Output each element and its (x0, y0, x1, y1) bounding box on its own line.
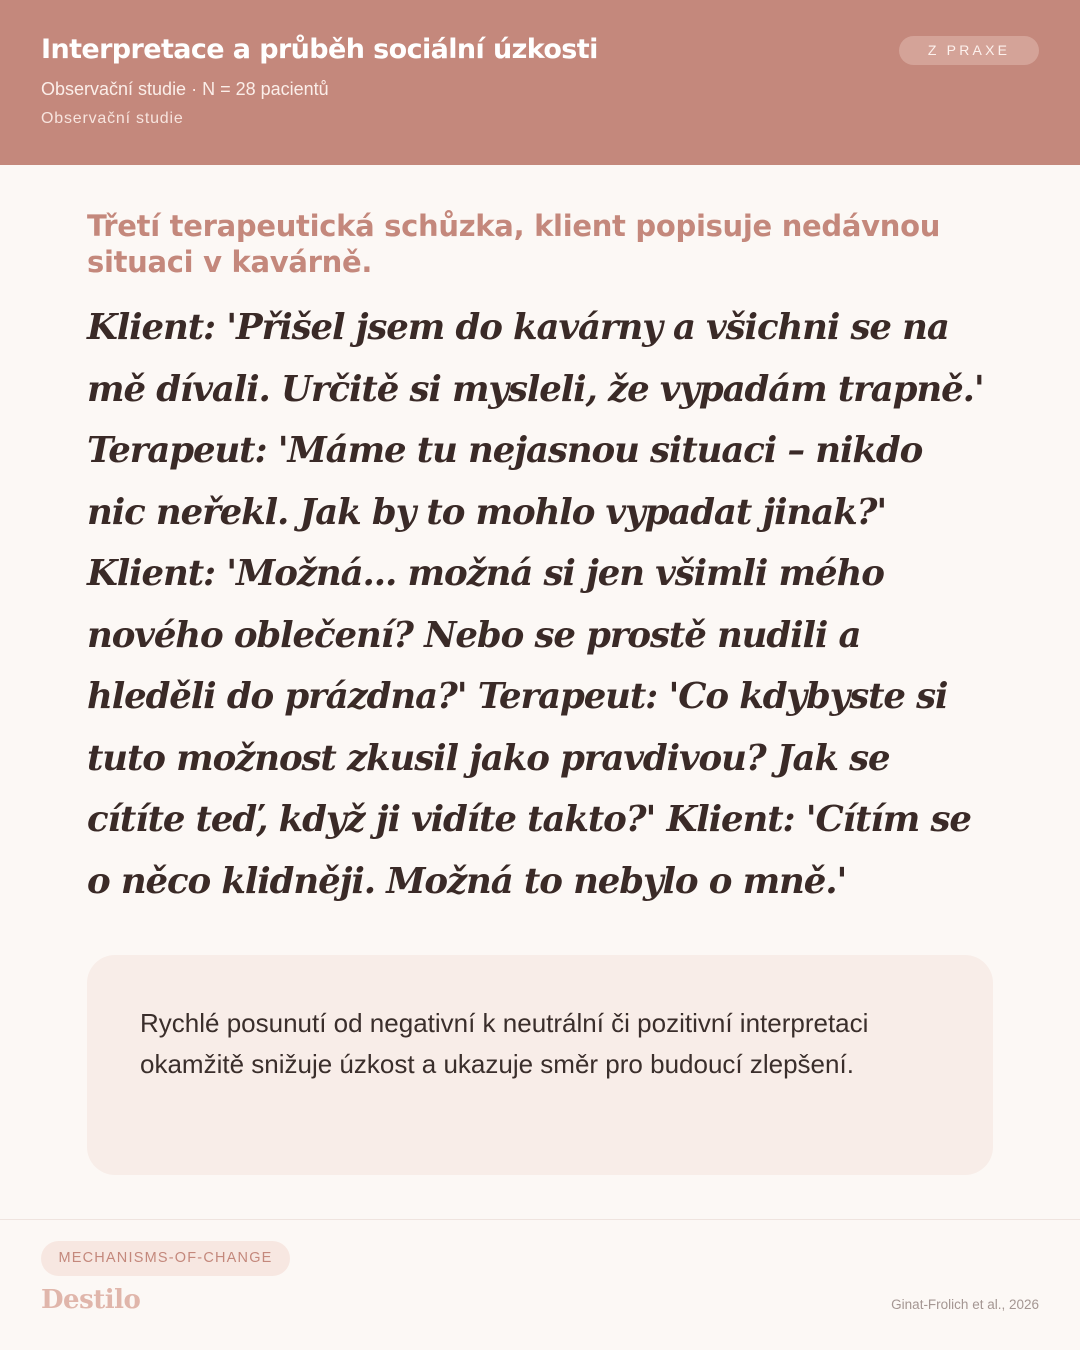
insight-note-card (87, 955, 993, 1175)
brand-logo: Destilo (41, 1285, 141, 1315)
session-context-heading: Třetí terapeutická schůzka, klient popisuje nedávnou situaci v kavárně. (87, 209, 941, 279)
citation-text: Ginat-Frolich et al., 2026 (891, 1297, 1039, 1312)
category-tag: MECHANISMS-OF-CHANGE (41, 1241, 290, 1276)
footer-divider (0, 1219, 1080, 1220)
dialogue-quote: Klient: 'Přišel jsem do kavárny a všichni se na mě dívali. Určitě si mysleli, že vypadám trapně.' Terapeut: 'Máme tu nejasnou situaci – nikdo nic neřekl. Jak by to mohlo vypadat jinak?' Klient: 'Možná... možná si jen všimli mého nového oblečení? Nebo se prostě nudili a hleděli do prázdna?' Terapeut: 'Co kdybyste si tuto možnost zkusil jako pravdivou? Jak se cítíte teď, když ji vidíte takto?' Klient: 'Cítím se o něco klidněji. Možná to nebylo o mně.' (87, 307, 984, 902)
practice-tag-badge: Z PRAXE (899, 36, 1039, 65)
insight-note-text: Rychlé posunutí od negativní k neutrální či pozitivní interpretaci okamžitě snižuje úzkost a ukazuje směr pro budoucí zlepšení. (140, 1008, 869, 1079)
study-type-label: Observační studie (41, 110, 184, 127)
study-subtitle: Observační studie · N = 28 pacientů (41, 79, 329, 99)
page-title: Interpretace a průběh sociální úzkosti (41, 34, 598, 65)
header-banner (0, 0, 1080, 165)
